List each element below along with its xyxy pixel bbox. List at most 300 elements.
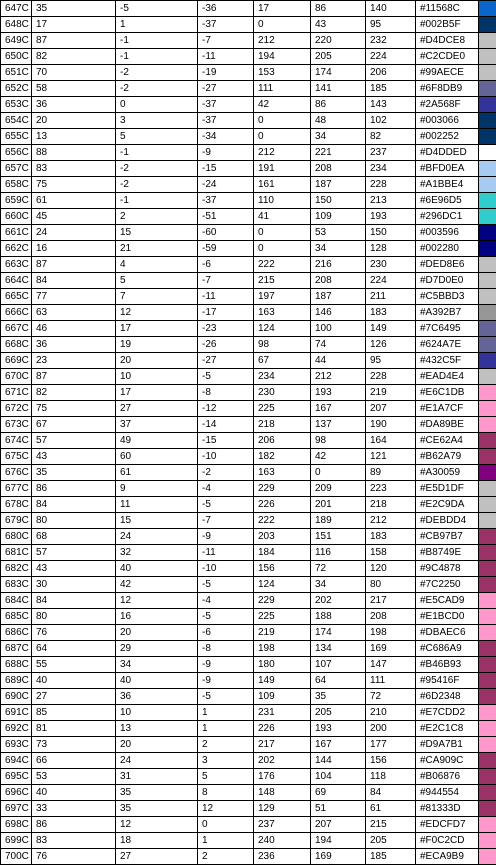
color-swatch-cell xyxy=(479,257,496,273)
value-2-cell: 9 xyxy=(116,481,198,497)
color-swatch xyxy=(479,273,496,288)
table-row xyxy=(1,17,496,33)
hex-cell: #A1BBE4 xyxy=(416,177,479,193)
green-cell: 189 xyxy=(311,513,366,529)
green-cell: 205 xyxy=(311,705,366,721)
color-swatch-cell xyxy=(479,161,496,177)
table-row xyxy=(1,241,496,257)
value-1-cell: 45 xyxy=(32,209,116,225)
blue-cell: 120 xyxy=(366,561,416,577)
color-swatch xyxy=(479,529,496,544)
color-swatch xyxy=(479,225,496,240)
color-swatch xyxy=(479,321,496,336)
blue-cell: 126 xyxy=(366,337,416,353)
green-cell: 207 xyxy=(311,817,366,833)
table-row xyxy=(1,609,496,625)
green-cell: 35 xyxy=(311,689,366,705)
green-cell: 201 xyxy=(311,497,366,513)
value-1-cell: 63 xyxy=(32,305,116,321)
red-cell: 203 xyxy=(254,529,311,545)
blue-cell: 213 xyxy=(366,193,416,209)
color-swatch xyxy=(479,241,496,256)
hex-cell: #7C6495 xyxy=(416,321,479,337)
green-cell: 208 xyxy=(311,273,366,289)
hex-cell: #6D2348 xyxy=(416,689,479,705)
blue-cell: 95 xyxy=(366,353,416,369)
table-row xyxy=(1,513,496,529)
color-swatch xyxy=(479,689,496,704)
color-swatch-cell xyxy=(479,113,496,129)
table-row xyxy=(1,673,496,689)
pantone-code-cell: 690C xyxy=(1,689,32,705)
pantone-code-cell: 661C xyxy=(1,225,32,241)
table-row xyxy=(1,801,496,817)
red-cell: 237 xyxy=(254,817,311,833)
color-swatch-cell xyxy=(479,81,496,97)
red-cell: 202 xyxy=(254,753,311,769)
color-swatch-cell xyxy=(479,641,496,657)
color-swatch-cell xyxy=(479,401,496,417)
green-cell: 137 xyxy=(311,417,366,433)
color-swatch xyxy=(479,817,496,832)
hex-cell: #E5CAD9 xyxy=(416,593,479,609)
color-swatch-cell xyxy=(479,689,496,705)
blue-cell: 156 xyxy=(366,753,416,769)
value-1-cell: 46 xyxy=(32,321,116,337)
value-3-cell: -7 xyxy=(198,273,254,289)
value-1-cell: 87 xyxy=(32,33,116,49)
table-row xyxy=(1,353,496,369)
hex-cell: #002B5F xyxy=(416,17,479,33)
value-1-cell: 40 xyxy=(32,673,116,689)
hex-cell: #E2C9DA xyxy=(416,497,479,513)
pantone-code-cell: 697C xyxy=(1,801,32,817)
value-2-cell: 24 xyxy=(116,529,198,545)
red-cell: 163 xyxy=(254,305,311,321)
pantone-code-cell: 676C xyxy=(1,465,32,481)
value-3-cell: 8 xyxy=(198,785,254,801)
blue-cell: 82 xyxy=(366,129,416,145)
color-swatch xyxy=(479,305,496,320)
color-swatch-cell xyxy=(479,49,496,65)
color-swatch xyxy=(479,433,496,448)
pantone-code-cell: 664C xyxy=(1,273,32,289)
blue-cell: 128 xyxy=(366,241,416,257)
red-cell: 226 xyxy=(254,721,311,737)
value-3-cell: -23 xyxy=(198,321,254,337)
blue-cell: 208 xyxy=(366,609,416,625)
green-cell: 64 xyxy=(311,673,366,689)
red-cell: 41 xyxy=(254,209,311,225)
color-swatch-cell xyxy=(479,241,496,257)
color-swatch-cell xyxy=(479,785,496,801)
pantone-code-cell: 655C xyxy=(1,129,32,145)
red-cell: 194 xyxy=(254,49,311,65)
green-cell: 34 xyxy=(311,241,366,257)
red-cell: 124 xyxy=(254,577,311,593)
hex-cell: #DED8E6 xyxy=(416,257,479,273)
blue-cell: 147 xyxy=(366,657,416,673)
table-row xyxy=(1,193,496,209)
value-1-cell: 73 xyxy=(32,737,116,753)
value-2-cell: 5 xyxy=(116,273,198,289)
blue-cell: 72 xyxy=(366,689,416,705)
value-1-cell: 43 xyxy=(32,449,116,465)
table-row xyxy=(1,641,496,657)
color-swatch-cell xyxy=(479,817,496,833)
value-3-cell: -5 xyxy=(198,497,254,513)
value-1-cell: 35 xyxy=(32,465,116,481)
value-2-cell: 4 xyxy=(116,257,198,273)
pantone-code-cell: 670C xyxy=(1,369,32,385)
blue-cell: 169 xyxy=(366,641,416,657)
color-swatch-cell xyxy=(479,65,496,81)
blue-cell: 80 xyxy=(366,577,416,593)
red-cell: 129 xyxy=(254,801,311,817)
color-swatch xyxy=(479,449,496,464)
value-1-cell: 84 xyxy=(32,593,116,609)
red-cell: 124 xyxy=(254,321,311,337)
hex-cell: #E5D1DF xyxy=(416,481,479,497)
green-cell: 48 xyxy=(311,113,366,129)
value-3-cell: -37 xyxy=(198,113,254,129)
pantone-code-cell: 696C xyxy=(1,785,32,801)
pantone-code-cell: 663C xyxy=(1,257,32,273)
color-swatch xyxy=(479,33,496,48)
blue-cell: 143 xyxy=(366,97,416,113)
hex-cell: #D7D0E0 xyxy=(416,273,479,289)
blue-cell: 118 xyxy=(366,769,416,785)
color-swatch-cell xyxy=(479,497,496,513)
blue-cell: 234 xyxy=(366,161,416,177)
value-2-cell: 29 xyxy=(116,641,198,657)
value-3-cell: -2 xyxy=(198,465,254,481)
value-3-cell: 0 xyxy=(198,817,254,833)
blue-cell: 212 xyxy=(366,513,416,529)
value-3-cell: -60 xyxy=(198,225,254,241)
pantone-code-cell: 677C xyxy=(1,481,32,497)
color-swatch-cell xyxy=(479,577,496,593)
value-2-cell: 12 xyxy=(116,593,198,609)
color-swatch-cell xyxy=(479,673,496,689)
pantone-code-cell: 684C xyxy=(1,593,32,609)
green-cell: 98 xyxy=(311,433,366,449)
value-2-cell: 0 xyxy=(116,97,198,113)
value-1-cell: 40 xyxy=(32,785,116,801)
pantone-code-cell: 665C xyxy=(1,289,32,305)
value-3-cell: -15 xyxy=(198,161,254,177)
value-3-cell: -6 xyxy=(198,625,254,641)
pantone-code-cell: 678C xyxy=(1,497,32,513)
blue-cell: 217 xyxy=(366,593,416,609)
red-cell: 153 xyxy=(254,65,311,81)
red-cell: 219 xyxy=(254,625,311,641)
pantone-code-cell: 694C xyxy=(1,753,32,769)
table-row xyxy=(1,721,496,737)
value-1-cell: 80 xyxy=(32,513,116,529)
red-cell: 197 xyxy=(254,289,311,305)
color-swatch-cell xyxy=(479,449,496,465)
color-swatch xyxy=(479,113,496,128)
blue-cell: 198 xyxy=(366,625,416,641)
hex-cell: #003066 xyxy=(416,113,479,129)
blue-cell: 177 xyxy=(366,737,416,753)
red-cell: 163 xyxy=(254,465,311,481)
value-3-cell: -34 xyxy=(198,129,254,145)
hex-cell: #002252 xyxy=(416,129,479,145)
color-swatch-cell xyxy=(479,593,496,609)
pantone-code-cell: 681C xyxy=(1,545,32,561)
hex-cell: #D4DDED xyxy=(416,145,479,161)
pantone-code-cell: 675C xyxy=(1,449,32,465)
hex-cell: #E1BCD0 xyxy=(416,609,479,625)
hex-cell: #ECA9B9 xyxy=(416,849,479,865)
hex-cell: #11568C xyxy=(416,1,479,17)
pantone-code-cell: 680C xyxy=(1,529,32,545)
color-swatch xyxy=(479,849,496,864)
value-1-cell: 70 xyxy=(32,65,116,81)
hex-cell: #B62A79 xyxy=(416,449,479,465)
table-row xyxy=(1,737,496,753)
green-cell: 34 xyxy=(311,577,366,593)
green-cell: 44 xyxy=(311,353,366,369)
hex-cell: #B8749E xyxy=(416,545,479,561)
table-row xyxy=(1,385,496,401)
green-cell: 205 xyxy=(311,49,366,65)
value-2-cell: 12 xyxy=(116,817,198,833)
value-1-cell: 87 xyxy=(32,257,116,273)
blue-cell: 232 xyxy=(366,33,416,49)
value-2-cell: 17 xyxy=(116,385,198,401)
green-cell: 187 xyxy=(311,177,366,193)
value-1-cell: 57 xyxy=(32,545,116,561)
pantone-code-cell: 652C xyxy=(1,81,32,97)
hex-cell: #624A7E xyxy=(416,337,479,353)
value-3-cell: -9 xyxy=(198,145,254,161)
hex-cell: #DEBDD4 xyxy=(416,513,479,529)
red-cell: 236 xyxy=(254,849,311,865)
value-3-cell: -5 xyxy=(198,609,254,625)
blue-cell: 205 xyxy=(366,833,416,849)
value-2-cell: 11 xyxy=(116,497,198,513)
value-3-cell: -6 xyxy=(198,257,254,273)
table-row xyxy=(1,769,496,785)
value-2-cell: 15 xyxy=(116,225,198,241)
hex-cell: #CA909C xyxy=(416,753,479,769)
pantone-code-cell: 666C xyxy=(1,305,32,321)
value-1-cell: 77 xyxy=(32,289,116,305)
blue-cell: 207 xyxy=(366,401,416,417)
hex-cell: #E6C1DB xyxy=(416,385,479,401)
value-1-cell: 66 xyxy=(32,753,116,769)
color-swatch-cell xyxy=(479,337,496,353)
value-2-cell: 18 xyxy=(116,833,198,849)
color-swatch xyxy=(479,81,496,96)
green-cell: 187 xyxy=(311,289,366,305)
red-cell: 229 xyxy=(254,593,311,609)
color-swatch-cell xyxy=(479,465,496,481)
red-cell: 222 xyxy=(254,257,311,273)
color-swatch xyxy=(479,49,496,64)
value-2-cell: 40 xyxy=(116,561,198,577)
table-row xyxy=(1,257,496,273)
value-2-cell: 31 xyxy=(116,769,198,785)
blue-cell: 185 xyxy=(366,81,416,97)
color-swatch xyxy=(479,577,496,592)
value-2-cell: 20 xyxy=(116,353,198,369)
blue-cell: 200 xyxy=(366,721,416,737)
value-2-cell: 19 xyxy=(116,337,198,353)
green-cell: 193 xyxy=(311,385,366,401)
color-swatch-cell xyxy=(479,193,496,209)
value-1-cell: 16 xyxy=(32,241,116,257)
hex-cell: #B46B93 xyxy=(416,657,479,673)
value-1-cell: 83 xyxy=(32,161,116,177)
table-row xyxy=(1,289,496,305)
table-row xyxy=(1,833,496,849)
value-2-cell: 10 xyxy=(116,369,198,385)
blue-cell: 111 xyxy=(366,673,416,689)
color-swatch xyxy=(479,65,496,80)
table-row xyxy=(1,593,496,609)
value-1-cell: 88 xyxy=(32,145,116,161)
value-2-cell: -2 xyxy=(116,161,198,177)
value-3-cell: -5 xyxy=(198,369,254,385)
value-2-cell: 12 xyxy=(116,305,198,321)
table-row xyxy=(1,545,496,561)
value-3-cell: 1 xyxy=(198,705,254,721)
hex-cell: #A392B7 xyxy=(416,305,479,321)
red-cell: 234 xyxy=(254,369,311,385)
value-3-cell: -12 xyxy=(198,401,254,417)
value-3-cell: -37 xyxy=(198,17,254,33)
hex-cell: #432C5F xyxy=(416,353,479,369)
red-cell: 212 xyxy=(254,145,311,161)
value-3-cell: -26 xyxy=(198,337,254,353)
value-2-cell: 36 xyxy=(116,689,198,705)
value-3-cell: -5 xyxy=(198,577,254,593)
pantone-code-cell: 659C xyxy=(1,193,32,209)
value-3-cell: -8 xyxy=(198,641,254,657)
table-row xyxy=(1,145,496,161)
color-swatch xyxy=(479,209,496,224)
pantone-code-cell: 691C xyxy=(1,705,32,721)
value-1-cell: 86 xyxy=(32,817,116,833)
value-1-cell: 84 xyxy=(32,497,116,513)
pantone-code-cell: 648C xyxy=(1,17,32,33)
blue-cell: 218 xyxy=(366,497,416,513)
table-row xyxy=(1,529,496,545)
pantone-code-cell: 654C xyxy=(1,113,32,129)
table-row xyxy=(1,465,496,481)
red-cell: 182 xyxy=(254,449,311,465)
blue-cell: 190 xyxy=(366,417,416,433)
green-cell: 167 xyxy=(311,401,366,417)
color-swatch-cell xyxy=(479,625,496,641)
color-swatch-cell xyxy=(479,385,496,401)
value-3-cell: -5 xyxy=(198,689,254,705)
red-cell: 0 xyxy=(254,129,311,145)
value-3-cell: -4 xyxy=(198,593,254,609)
value-2-cell: 15 xyxy=(116,513,198,529)
color-swatch-cell xyxy=(479,129,496,145)
red-cell: 222 xyxy=(254,513,311,529)
color-swatch xyxy=(479,625,496,640)
color-swatch-cell xyxy=(479,145,496,161)
green-cell: 86 xyxy=(311,97,366,113)
table-row xyxy=(1,113,496,129)
hex-cell: #DA89BE xyxy=(416,417,479,433)
value-2-cell: 5 xyxy=(116,129,198,145)
table-row xyxy=(1,33,496,49)
red-cell: 198 xyxy=(254,641,311,657)
color-swatch-cell xyxy=(479,753,496,769)
pantone-code-cell: 673C xyxy=(1,417,32,433)
pantone-code-cell: 658C xyxy=(1,177,32,193)
hex-cell: #99AECE xyxy=(416,65,479,81)
value-3-cell: -10 xyxy=(198,561,254,577)
value-1-cell: 53 xyxy=(32,769,116,785)
color-swatch-cell xyxy=(479,433,496,449)
red-cell: 0 xyxy=(254,225,311,241)
table-row xyxy=(1,161,496,177)
value-1-cell: 67 xyxy=(32,417,116,433)
hex-cell: #296DC1 xyxy=(416,209,479,225)
blue-cell: 95 xyxy=(366,17,416,33)
pantone-code-cell: 698C xyxy=(1,817,32,833)
value-1-cell: 33 xyxy=(32,801,116,817)
table-row xyxy=(1,785,496,801)
green-cell: 202 xyxy=(311,593,366,609)
value-2-cell: 2 xyxy=(116,209,198,225)
red-cell: 180 xyxy=(254,657,311,673)
hex-cell: #CE62A4 xyxy=(416,433,479,449)
value-2-cell: 35 xyxy=(116,801,198,817)
green-cell: 174 xyxy=(311,65,366,81)
red-cell: 225 xyxy=(254,609,311,625)
color-swatch-cell xyxy=(479,1,496,17)
color-swatch xyxy=(479,161,496,176)
color-swatch xyxy=(479,737,496,752)
color-swatch xyxy=(479,545,496,560)
hex-cell: #9C4878 xyxy=(416,561,479,577)
color-swatch xyxy=(479,609,496,624)
table-row xyxy=(1,449,496,465)
value-3-cell: -8 xyxy=(198,385,254,401)
blue-cell: 224 xyxy=(366,273,416,289)
hex-cell: #D4DCE8 xyxy=(416,33,479,49)
color-swatch xyxy=(479,641,496,656)
red-cell: 218 xyxy=(254,417,311,433)
green-cell: 144 xyxy=(311,753,366,769)
red-cell: 240 xyxy=(254,833,311,849)
value-1-cell: 36 xyxy=(32,337,116,353)
color-swatch xyxy=(479,193,496,208)
color-swatch-cell xyxy=(479,721,496,737)
green-cell: 194 xyxy=(311,833,366,849)
color-swatch-cell xyxy=(479,177,496,193)
blue-cell: 230 xyxy=(366,257,416,273)
blue-cell: 158 xyxy=(366,545,416,561)
blue-cell: 228 xyxy=(366,369,416,385)
red-cell: 230 xyxy=(254,385,311,401)
value-2-cell: 1 xyxy=(116,17,198,33)
color-swatch-cell xyxy=(479,273,496,289)
value-3-cell: -11 xyxy=(198,49,254,65)
value-3-cell: -15 xyxy=(198,433,254,449)
pantone-code-cell: 660C xyxy=(1,209,32,225)
red-cell: 215 xyxy=(254,273,311,289)
